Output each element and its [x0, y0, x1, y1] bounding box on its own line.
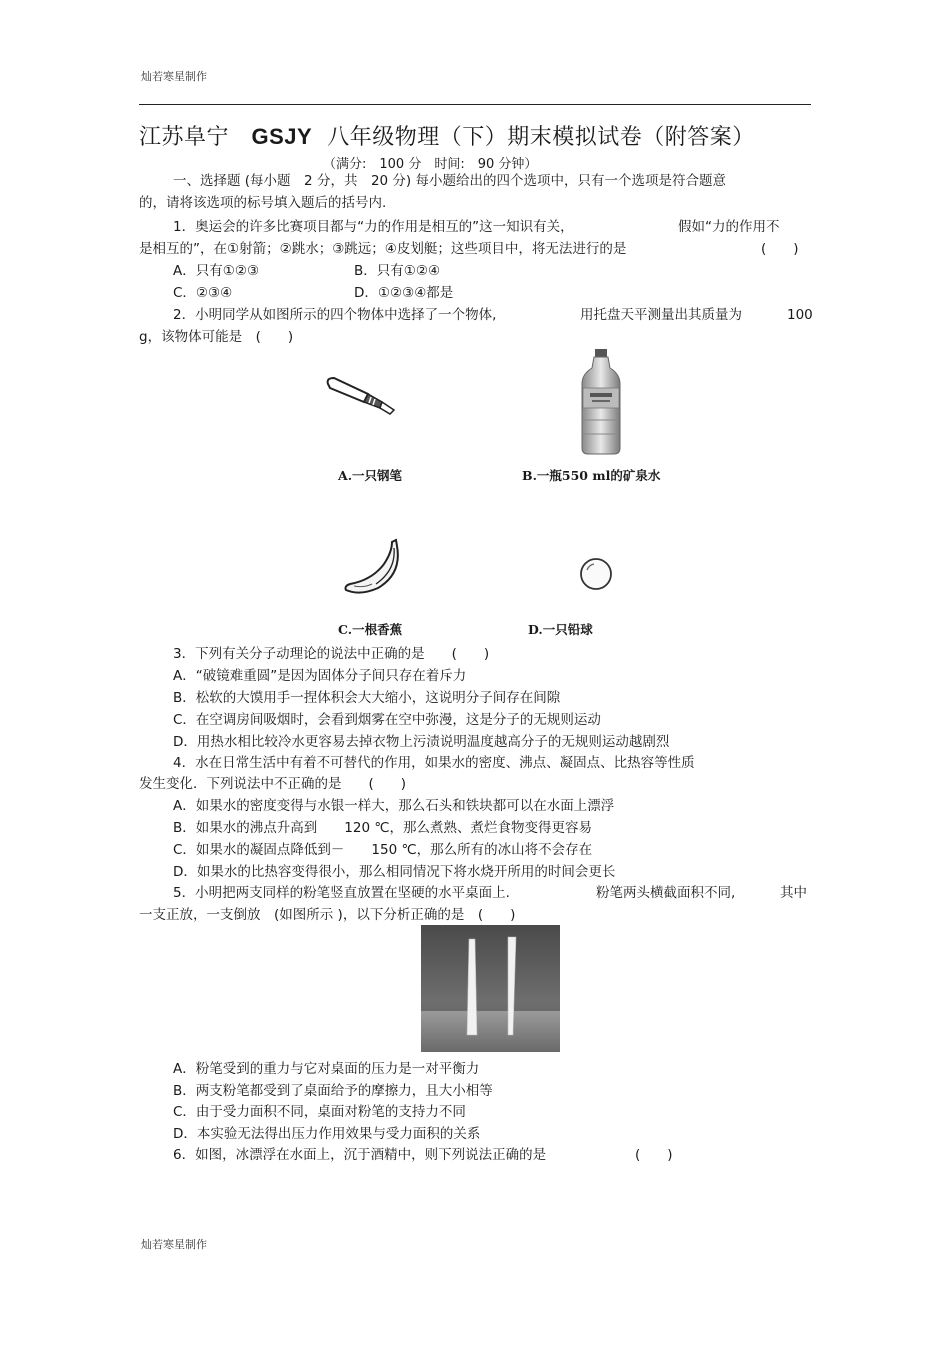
q3-stem: 3．下列有关分子动理论的说法中正确的是 ( ): [173, 646, 490, 662]
q2-line1b: 用托盘天平测量出其质量为: [580, 307, 742, 323]
footer-note: 灿若寒星制作: [141, 1238, 207, 1251]
chalk-photo: [421, 925, 560, 1052]
q5-option-d: D．本实验无法得出压力作用效果与受力面积的关系: [173, 1126, 481, 1142]
q5-option-c: C．由于受力面积不同，桌面对粉笔的支持力不同: [173, 1104, 466, 1120]
subtitle: （满分: 100 分 时间: 90 分钟）: [323, 157, 538, 172]
q5-line1b: 粉笔两头横截面积不同,: [596, 885, 736, 901]
q2-caption-a: A.一只钢笔: [338, 468, 403, 483]
q4-option-b: B．如果水的沸点升高到 120 ℃，那么煮熟、煮烂食物变得更容易: [173, 820, 592, 836]
q5-line1a: 5．小明把两支同样的粉笔竖直放置在坚硬的水平桌面上.: [173, 885, 510, 901]
q6-stem: 6．如图，冰漂浮在水面上，沉于酒精中，则下列说法正确的是: [173, 1147, 547, 1163]
q2-figure: [316, 344, 668, 640]
q3-option-a: A．“破镜难重圆”是因为固体分子间只存在着斥力: [173, 668, 467, 684]
q5-line2: 一支正放，一支倒放 (如图所示 )，以下分析正确的是 ( ): [139, 907, 516, 923]
lead-ball-image: [578, 556, 614, 592]
q2-caption-d: D.一只铅球: [528, 622, 593, 637]
q4-option-c: C．如果水的凝固点降低到－ 150 ℃，那么所有的冰山将不会存在: [173, 842, 593, 858]
q1-option-d: D．①②③④都是: [354, 285, 454, 301]
banana-image: [342, 538, 404, 598]
q1-option-c: C．②③④: [173, 285, 233, 301]
q1-line1a: 1．奥运会的许多比赛项目都与“力的作用是相互的”这一知识有关，: [173, 219, 574, 235]
title-code: GSJY: [251, 124, 313, 149]
pen-image: [324, 372, 400, 418]
q6-answer-paren: ( ): [635, 1147, 673, 1163]
q3-option-d: D．用热水相比较冷水更容易去掉衣物上污渍说明温度越高分子的无规则运动越剧烈: [173, 734, 670, 750]
q4-option-a: A．如果水的密度变得与水银一样大，那么石头和铁块都可以在水面上漂浮: [173, 798, 615, 814]
water-bottle-image: [578, 348, 624, 456]
title-prefix: 江苏阜宁: [139, 125, 230, 150]
q4-option-d: D．如果水的比热容变得很小，那么相同情况下将水烧开所用的时间会更长: [173, 864, 616, 880]
q4-line2: 发生变化．下列说法中不正确的是 ( ): [139, 776, 407, 792]
q2-caption-b: B.一瓶550 ml的矿泉水: [522, 468, 661, 483]
q4-line1: 4．水在日常生活中有着不可替代的作用，如果水的密度、沸点、凝固点、比热容等性质: [173, 755, 695, 771]
header-rule: [139, 104, 811, 105]
header-note: 灿若寒星制作: [141, 70, 207, 83]
q2-caption-c: C.一根香蕉: [338, 622, 403, 637]
page-title: [139, 120, 755, 151]
title-rest: 八年级物理（下）期末模拟试卷（附答案）: [327, 125, 755, 150]
q5-option-a: A．粉笔受到的重力与它对桌面的压力是一对平衡力: [173, 1061, 480, 1077]
q2-line1c: 100: [787, 307, 813, 323]
q1-answer-paren: ( ): [761, 241, 799, 257]
q3-option-c: C．在空调房间吸烟时，会看到烟雾在空中弥漫，这是分子的无规则运动: [173, 712, 601, 728]
q5-line1c: 其中: [780, 885, 807, 901]
q5-option-b: B．两支粉笔都受到了桌面给予的摩擦力，且大小相等: [173, 1083, 493, 1099]
q2-line1a: 2．小明同学从如图所示的四个物体中选择了一个物体,: [173, 307, 497, 323]
q1-option-a: A．只有①②③: [173, 263, 260, 279]
section-heading-line2: 的，请将该选项的标号填入题后的括号内.: [139, 195, 387, 211]
q1-line1b: 假如“力的作用不: [678, 219, 780, 235]
q1-option-b: B．只有①②④: [354, 263, 441, 279]
q2-line2: g，该物体可能是 ( ): [139, 329, 294, 345]
section-heading-line1: 一、选择题 (每小题 2 分，共 20 分) 每小题给出的四个选项中，只有一个选项是符合题意: [173, 173, 726, 189]
q3-option-b: B．松软的大馍用手一捏体积会大大缩小，这说明分子间存在间隙: [173, 690, 561, 706]
q1-line2a: 是相互的”，在①射箭；②跳水；③跳远；④皮划艇；这些项目中，将无法进行的是: [139, 241, 627, 257]
